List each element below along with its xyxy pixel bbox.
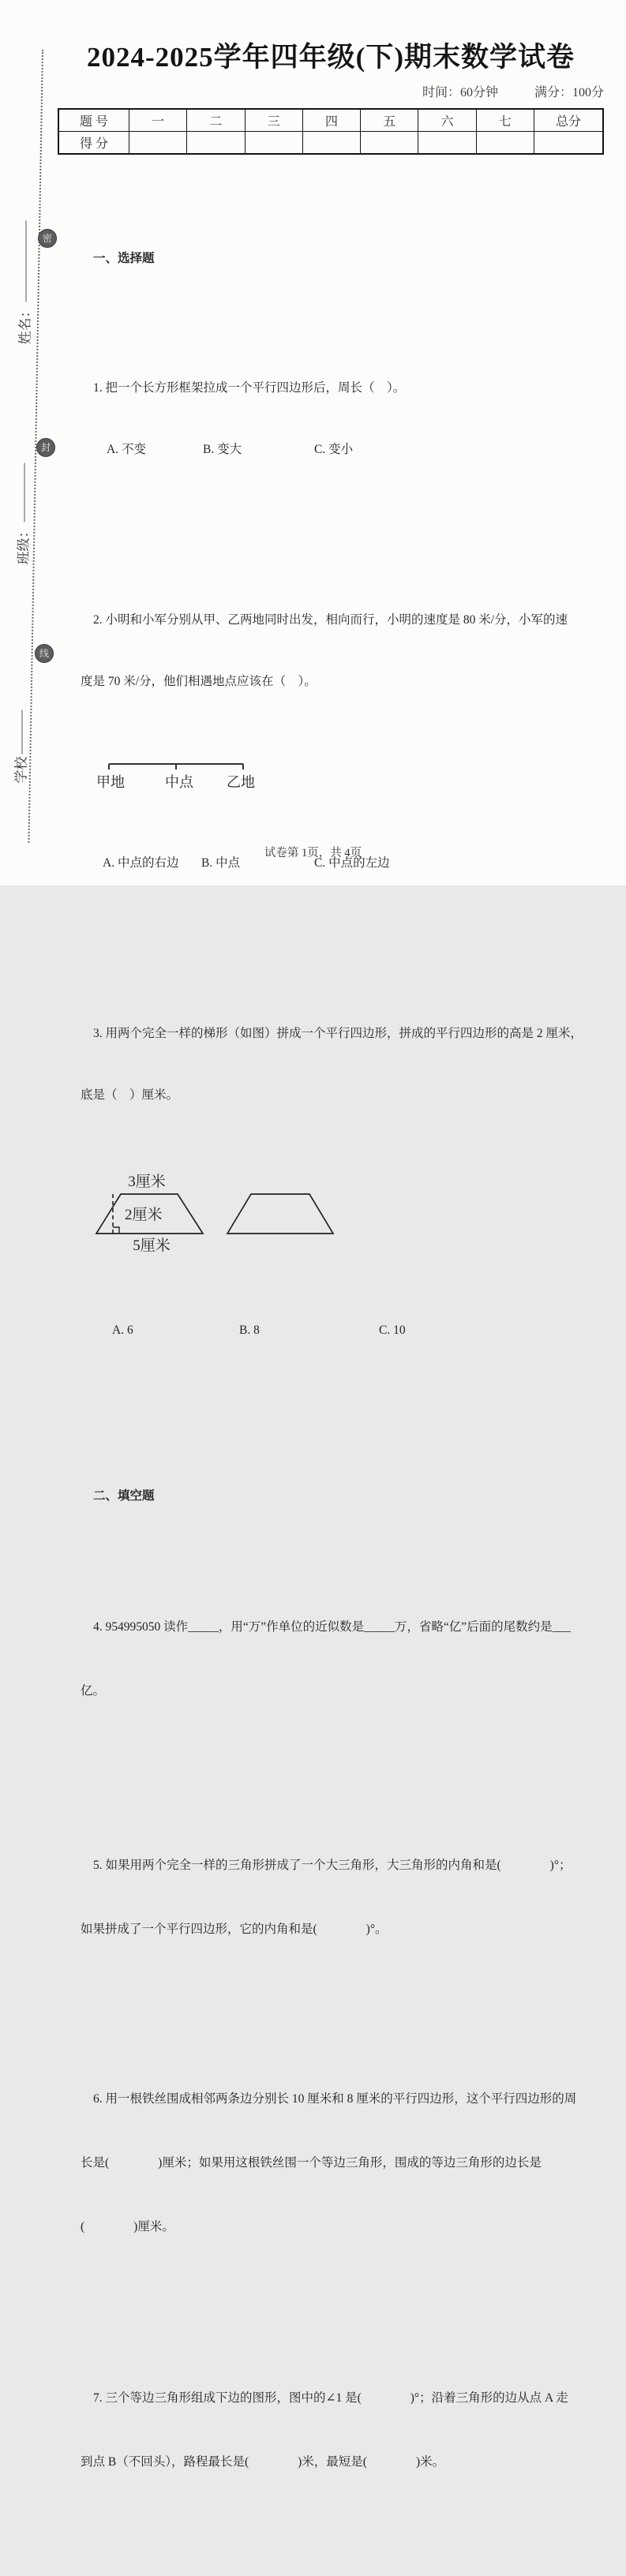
score-table — [58, 108, 604, 155]
class-label: 班级： — [16, 524, 32, 565]
dimension-label-height: 2厘米 — [125, 1207, 163, 1223]
question-line: 7. 三个等边三角形组成下边的图形，图中的∠1 是( )°；沿着三角形的边从点 A 走 — [93, 2391, 568, 2405]
class-blank-line — [23, 463, 25, 522]
question-line: 到点 B（不回头），路程最长是( )米，最短是( )米。 — [81, 2455, 445, 2469]
question-line: 底是（ ）厘米。 — [81, 1088, 179, 1102]
option-b: B. 变大 — [203, 443, 242, 456]
school-blank-line — [21, 710, 23, 754]
score-header-cell: 五 — [361, 109, 418, 132]
score-header-cell: 题 号 — [58, 109, 129, 132]
score-header-cell: 六 — [418, 109, 476, 132]
question-line: 长是( )厘米；如果用这根铁丝围一个等边三角形，围成的等边三角形的边长是 — [81, 2156, 542, 2170]
score-header-cell: 三 — [245, 109, 302, 132]
option-c: C. 10 — [379, 1324, 406, 1337]
place-label-yidi: 乙地 — [227, 774, 255, 790]
distance-segment-diagram — [88, 757, 259, 792]
option-c: C. 中点的左边 — [314, 856, 390, 870]
question-5 — [81, 1813, 604, 1982]
question-3 — [81, 983, 604, 1382]
score-row-label: 得 分 — [58, 132, 129, 155]
question-line: 如果拼成了一个平行四边形，它的内角和是( )°。 — [81, 1923, 388, 1936]
page-footer: 试卷第 1页，共 4页 — [264, 847, 362, 859]
option-a: A. 6 — [112, 1324, 133, 1337]
option-a: A. 中点的右边 — [103, 856, 179, 870]
score-header-cell: 七 — [476, 109, 534, 132]
place-label-zhongdian: 中点 — [165, 774, 193, 790]
score-cell-empty — [302, 132, 360, 155]
school-field — [10, 708, 30, 784]
questions-area — [81, 155, 604, 2576]
dimension-label-top: 3厘米 — [128, 1174, 166, 1190]
question-line: 3. 用两个完全一样的梯形（如图）拼成一个平行四边形，拼成的平行四边形的高是 2 厘米， — [93, 1027, 583, 1040]
score-cell-empty — [361, 132, 418, 155]
question-line: 2. 小明和小军分别从甲、乙两地同时出发，相向而行，小明的速度是 80 米/分，小军的速 — [93, 613, 568, 627]
seal-stamp-mi: 密 — [38, 229, 57, 248]
question-line: 度是 70 米/分，他们相遇地点应该在（ ）。 — [81, 675, 317, 688]
seal-stamp-xian: 线 — [35, 644, 54, 663]
score-header-cell: 一 — [129, 109, 187, 132]
name-blank-line — [24, 221, 27, 302]
question-line: 1. 把一个长方形框架拉成一个平行四边形后，周长（ ）。 — [93, 381, 406, 395]
question-1 — [81, 337, 604, 501]
option-b: B. 8 — [239, 1324, 260, 1337]
option-c: C. 变小 — [314, 443, 354, 456]
class-field — [13, 459, 32, 565]
exam-meta — [58, 82, 604, 100]
name-field — [14, 215, 34, 345]
question-3-options — [81, 1320, 604, 1341]
score-header-cell: 四 — [302, 109, 360, 132]
dimension-label-bottom: 5厘米 — [133, 1237, 171, 1254]
question-7 — [81, 2346, 604, 2514]
content-column — [58, 0, 604, 2576]
score-cell-empty — [129, 132, 187, 155]
section-heading-fill: 二、填空题 — [93, 1489, 155, 1503]
place-label-jiadi: 甲地 — [96, 774, 125, 790]
option-b: B. 中点 — [201, 856, 241, 870]
score-table-header-row — [58, 109, 603, 132]
exam-time: 时间：60分钟 — [422, 86, 498, 99]
score-header-cell: 总分 — [534, 109, 604, 132]
question-line: 5. 如果用两个完全一样的三角形拼成了一个大三角形，大三角形的内角和是( )°； — [93, 1859, 572, 1872]
score-header-cell: 二 — [187, 109, 245, 132]
name-label: 姓名： — [17, 304, 33, 345]
score-table-score-row — [58, 132, 603, 155]
trapezoid-right — [227, 1194, 333, 1234]
option-a: A. 不变 — [107, 443, 146, 456]
score-cell-empty — [245, 132, 302, 155]
question-line: 4. 954995050 读作_____，用“万”作单位的近似数是_____万，省略“亿”后面的尾数约是___ — [93, 1620, 571, 1634]
seal-stamp-feng: 封 — [36, 438, 55, 457]
question-line: 亿。 — [81, 1684, 106, 1698]
question-4 — [81, 1574, 604, 1743]
question-1-options — [81, 440, 604, 460]
score-cell-empty — [187, 132, 245, 155]
section-heading-choice: 一、选择题 — [93, 252, 155, 265]
question-line: ( )厘米。 — [81, 2220, 174, 2233]
question-2 — [81, 569, 604, 915]
school-label: 学校 — [13, 756, 29, 784]
question-6 — [81, 2046, 604, 2279]
score-cell-empty — [476, 132, 534, 155]
right-angle-mark — [113, 1227, 119, 1234]
score-cell-empty — [418, 132, 476, 155]
trapezoid-figure — [81, 1172, 335, 1254]
exam-full-score: 满分：100分 — [534, 86, 604, 99]
score-cell-empty — [534, 132, 604, 155]
page-title: 2024-2025学年四年级(下)期末数学试卷 — [87, 42, 575, 73]
question-line: 6. 用一根铁丝围成相邻两条边分别长 10 厘米和 8 厘米的平行四边形，这个平行四边形的周 — [93, 2092, 577, 2106]
